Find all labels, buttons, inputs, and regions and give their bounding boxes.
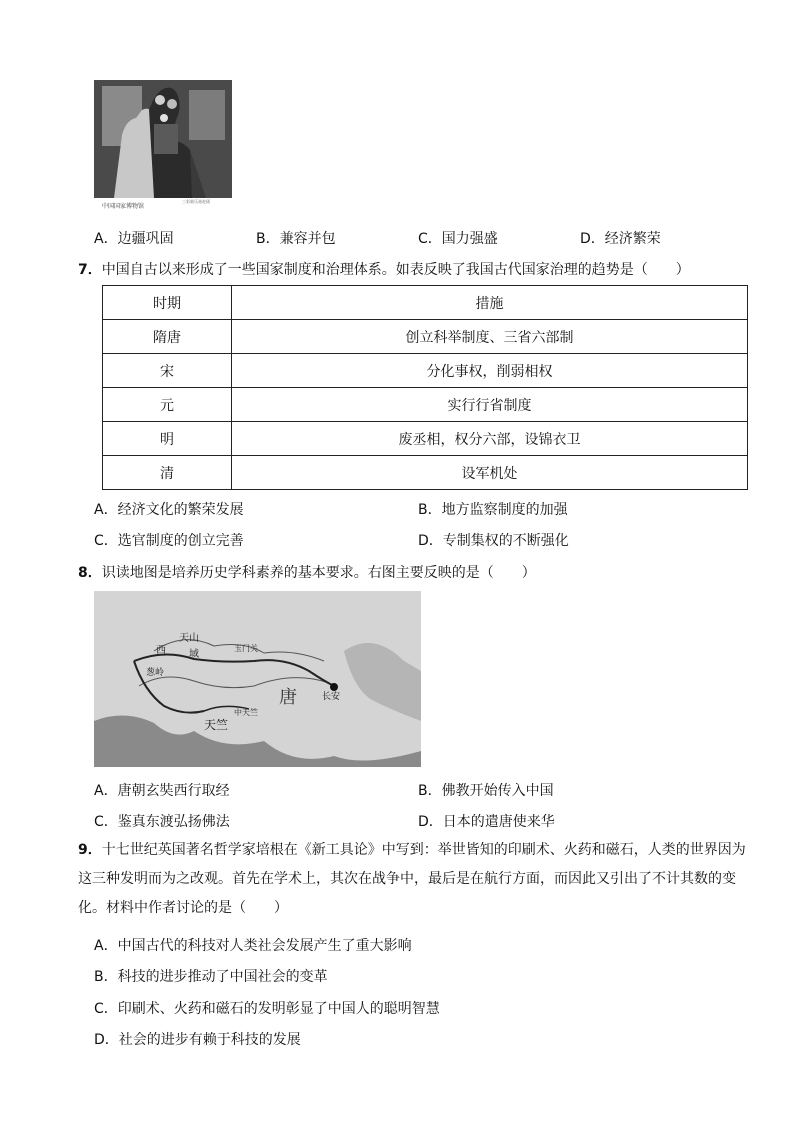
q8-option-b[interactable]: B．佛教开始传入中国 — [418, 783, 554, 799]
q8-option-a[interactable]: A．唐朝玄奘西行取经 — [94, 783, 230, 799]
map-label-tianzhu: 天竺 — [204, 718, 229, 732]
table-cell-period: 宋 — [103, 354, 232, 388]
map-label-yumenguan: 玉门关 — [234, 644, 258, 653]
map-label-tianshan: 天山 — [179, 633, 199, 644]
table-header-row — [103, 286, 748, 320]
table-cell-measure: 实行行省制度 — [232, 388, 748, 422]
q9-number: 9． — [78, 842, 102, 858]
map-label-zhongtianzhu: 中天竺 — [234, 708, 258, 717]
q8-option-d[interactable]: D．日本的遣唐使来华 — [418, 814, 555, 830]
q8-option-c[interactable]: C．鉴真东渡弘扬佛法 — [94, 814, 230, 830]
q7-text: 中国自古以来形成了一些国家制度和治理体系。如表反映了我国古代国家治理的趋势是（ ） — [101, 262, 690, 278]
table-cell-period: 清 — [103, 456, 232, 490]
q9-option-a[interactable]: A．中国古代的科技对人类社会发展产生了重大影响 — [94, 938, 412, 954]
historical-route-map — [94, 591, 421, 767]
q6-option-d[interactable]: D．经济繁荣 — [580, 231, 661, 247]
photo-label: 三彩载乐骆驼俑 — [182, 199, 210, 204]
table-row — [103, 320, 748, 354]
camel-figurine-image — [94, 80, 232, 198]
table-cell-period: 明 — [103, 422, 232, 456]
q7-number: 7． — [78, 262, 102, 278]
table-row — [103, 388, 748, 422]
table-row — [103, 354, 748, 388]
table-header-measures: 措施 — [232, 286, 748, 320]
table-cell-period: 隋唐 — [103, 320, 232, 354]
museum-photo — [94, 80, 232, 213]
q9-option-b[interactable]: B．科技的进步推动了中国社会的变革 — [94, 969, 328, 985]
table-row — [103, 456, 748, 490]
map-label-yu: 域 — [189, 649, 199, 660]
table-cell-period: 元 — [103, 388, 232, 422]
q7-stem — [78, 259, 690, 279]
photo-caption: 中国国家博物馆 — [102, 203, 145, 210]
map-label-tang: 唐 — [279, 687, 297, 707]
table-cell-measure: 废丞相，权分六部，设锦衣卫 — [232, 422, 748, 456]
q9-text: 十七世纪英国著名哲学家培根在《新工具论》中写到：举世皆知的印刷术、火药和磁石，人类的世界因为这三种发明而为之改观。首先在学术上，其次在战争中，最后是在航行方面，而因此又引出了不计其数的变化。材料中作者讨论的是（ ） — [78, 842, 746, 916]
table-cell-measure: 设军机处 — [232, 456, 748, 490]
map-label-changan: 长安 — [322, 691, 341, 701]
q7-option-a[interactable]: A．经济文化的繁荣发展 — [94, 502, 244, 518]
q7-option-b[interactable]: B．地方监察制度的加强 — [418, 502, 568, 518]
q9-stem — [78, 836, 758, 923]
q6-option-c[interactable]: C．国力强盛 — [418, 231, 498, 247]
q6-option-a[interactable]: A．边疆巩固 — [94, 231, 174, 247]
table-row — [103, 422, 748, 456]
q7-option-c[interactable]: C．选官制度的创立完善 — [94, 533, 244, 549]
q8-stem — [78, 562, 536, 582]
q9-option-c[interactable]: C．印刷术、火药和磁石的发明彰显了中国人的聪明智慧 — [94, 1001, 440, 1017]
q9-option-d[interactable]: D．社会的进步有赖于科技的发展 — [94, 1032, 301, 1048]
q6-option-b[interactable]: B．兼容并包 — [256, 231, 336, 247]
table-cell-measure: 分化事权，削弱相权 — [232, 354, 748, 388]
map-label-xi: 西 — [156, 645, 166, 656]
q7-option-d[interactable]: D．专制集权的不断强化 — [418, 533, 569, 549]
governance-table — [102, 285, 748, 490]
map-label-congling: 葱岭 — [146, 667, 165, 677]
q8-text: 识读地图是培养历史学科素养的基本要求。右图主要反映的是（ ） — [101, 565, 536, 581]
table-cell-measure: 创立科举制度、三省六部制 — [232, 320, 748, 354]
table-header-period: 时期 — [103, 286, 232, 320]
q8-number: 8． — [78, 565, 102, 581]
